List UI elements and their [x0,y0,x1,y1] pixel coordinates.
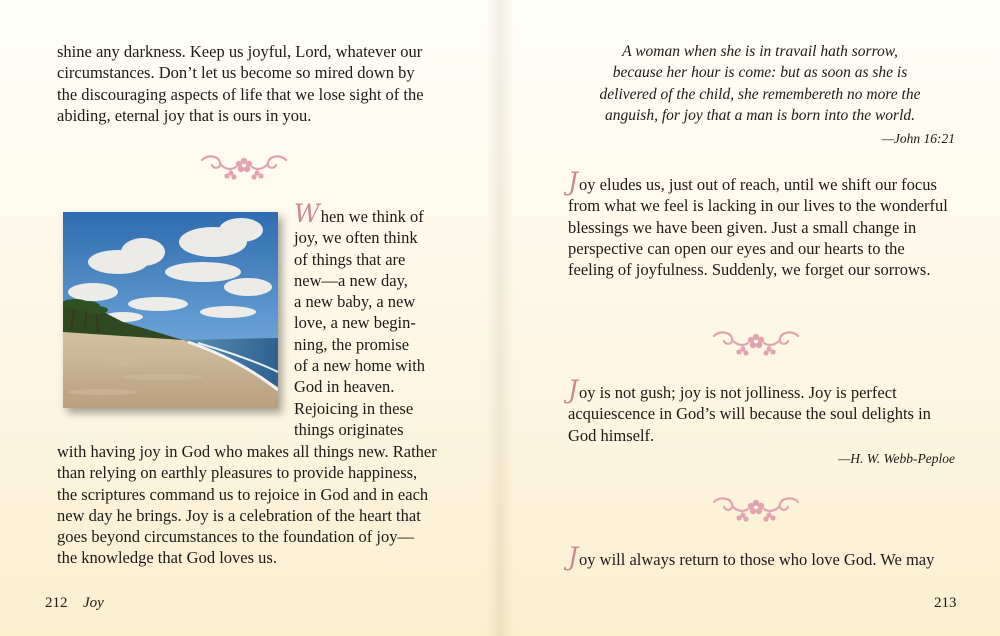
text-line: God himself. [568,425,655,445]
left-main-paragraph-wrapped [294,199,444,440]
text-line [568,542,963,571]
dropcap: J [568,375,579,404]
text-fragment: oy will always return to those who love God. We may [579,550,935,569]
text-fragment: hen we think of [320,207,424,226]
text-line: blessings we have been given. Just a small change in [568,217,917,237]
text-line: feeling of joyfulness. Suddenly, we forget our sorrows. [568,260,931,280]
floral-ornament-icon [198,150,290,182]
right-paragraph-2 [568,375,963,446]
dropcap: W [294,199,320,228]
text-line: the knowledge that God loves us. [57,548,277,568]
left-top-paragraph [57,41,437,126]
text-line: new day he brings. Joy is a celebration of the heart that [57,505,421,525]
text-line [568,375,963,404]
epigraph-attribution: —John 16:21 [881,131,955,146]
scripture-epigraph [560,41,960,126]
text-line: with having joy in God who makes all things new. Rather [57,442,437,461]
text-line: abiding, eternal joy that is ours in you. [57,105,312,125]
page-number-right: 213 [934,595,957,611]
text-line [294,199,444,228]
text-line [568,167,963,196]
page-number-left: 212 [45,595,68,611]
text-line: God in heaven. [294,377,395,397]
epigraph-line: A woman when she is in travail hath sorrow, [622,43,898,60]
left-main-paragraph-full [57,441,452,569]
text-line: the scriptures command us to rejoice in God and in each [57,484,429,504]
text-fragment: oy eludes us, just out of reach, until we shift our focus [579,175,937,194]
text-line: from what we feel is lacking in our lives to the wonderful [568,196,948,216]
running-title: Joy [83,595,104,611]
text-line: goes beyond circumstances to the foundation of joy— [57,527,414,547]
text-line: ning, the promise [294,334,410,354]
dropcap: J [568,167,579,196]
text-line: a new baby, a new [294,292,416,312]
text-line: acquiescence in God’s will because the soul delights in [568,404,931,424]
right-paragraph-3 [568,542,963,571]
text-line: perspective can open our eyes and our hearts to the [568,238,905,258]
text-line: of things that are [294,249,406,269]
quote-attribution: —H. W. Webb-Peploe [838,451,955,466]
floral-ornament-icon [710,492,802,524]
epigraph-line: anguish, for joy that a man is born into the world. [604,106,915,124]
text-fragment: oy is not gush; joy is not jolliness. Joy is perfect [579,383,897,402]
epigraph-line: because her hour is come: but as soon as she is [612,64,908,82]
text-line: joy, we often think [294,228,418,248]
text-line: Rejoicing in these [294,398,414,418]
epigraph-line: delivered of the child, she remembereth no more the [599,85,921,103]
book-gutter [486,0,514,636]
text-line: of a new home with [294,356,426,376]
text-line: shine any darkness. Keep us joyful, Lord, whatever our [57,42,423,61]
text-line: things originates [294,419,404,439]
right-paragraph-1 [568,167,963,280]
dropcap: J [568,542,579,571]
text-line: than relying on earthly pleasures to provide happiness, [57,463,418,483]
text-line: new—a new day, [294,270,408,290]
text-line: circumstances. Don’t let us become so mired down by [57,63,415,83]
text-line: the discouraging aspects of life that we lose sight of the [57,84,424,104]
floral-ornament-icon [710,326,802,358]
text-line: love, a new begin- [294,313,416,333]
beach-photo [63,212,278,408]
